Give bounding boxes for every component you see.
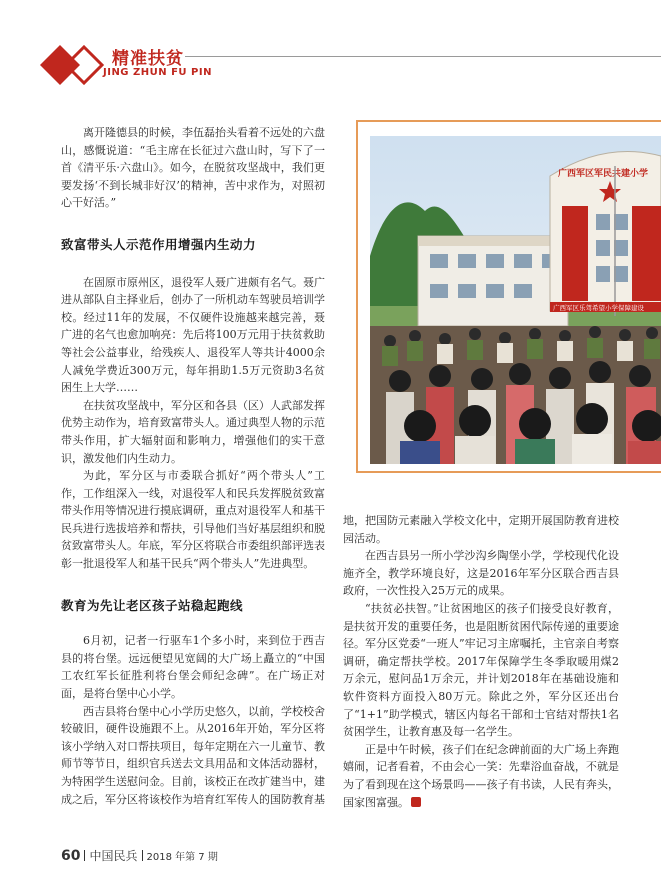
header-rule	[185, 56, 661, 57]
paragraph: “扶贫必扶智。”让贫困地区的孩子们接受良好教育，是扶贫开发的重要任务，也是阻断贫困代际传递的重要途径。军分区党委“一班人”牢记习主席嘱托，主官亲自考察调研，确定帮扶学校。2017年保障学生冬季取暖用煤2万余元，慰问品1万余元，并计划2018年在基础设施和软件资料方面投入80万元。除此之外，军分区还出台了“1+1”助学模式，辖区内每名干部和士官结对帮扶1名贫困学生，让教育惠及每一名学生。	[343, 601, 619, 739]
page-number: 60	[61, 848, 81, 864]
paragraph: 地，把国防元素融入学校文化中，定期开展国防教育进校园活动。	[343, 514, 619, 545]
end-mark-icon	[411, 797, 421, 807]
photo-frame	[356, 120, 661, 473]
paragraph: 6月初，记者一行驱车1个多小时，来到位于西吉县的将台堡。远远便望见宽阔的大广场上矗立的“中国工农红军长征胜利将台堡会师纪念碑”。在广场正对面，是将台堡中心小学。	[61, 634, 325, 701]
closing-paragraph-text: 正是中午时候，孩子们在纪念碑前面的大广场上奔跑嬉闹，记者看着，不由会心一笑：先辈浴血奋战，不就是为了看到现在这个场景吗——孩子有书读，人民有奔头，国家图富强。	[343, 742, 619, 809]
footer-divider	[84, 850, 85, 861]
page-header	[0, 0, 661, 95]
paragraph: 在固原市原州区，退役军人聂广进颇有名气。聂广进从部队自主择业后，创办了一所机动车驾驶员培训学校。经过11年的发展，不仅硬件设施越来越完善，聂广进的名气也愈加响亮：先后将100万元用于扶贫救助等社会公益事业，给残疾人、退役军人等共计4000余人减免学费近300万元，每年捐助1.5万元资助3名贫困生上大学……	[61, 275, 325, 395]
footer-divider	[142, 850, 143, 861]
paragraph: 为此，军分区与市委联合抓好“两个带头人”工作，工作组深入一线，对退役军人和民兵发挥脱贫致富带头作用等情况进行摸底调研，重点对退役军人和基干民兵进行选拔培养和帮扶，引导他们当好基层组织和脱贫致富带头人。年底，军分区将联合市委组织部评选表彰一批退役军人和基干民兵“两个带头人”先进典型。	[61, 469, 325, 571]
page-footer	[61, 847, 218, 864]
school-assembly-photo	[370, 136, 661, 464]
photo-illustration	[370, 136, 661, 464]
photo-banner-text: 广西军区军民共建小学	[558, 169, 649, 179]
magazine-name: 中国民兵	[89, 849, 138, 863]
subheading-leaders: 致富带头人示范作用增强内生动力	[61, 236, 257, 252]
diamond-logo-icon	[40, 45, 106, 85]
subheading-education: 教育为先让老区孩子站稳起跑线	[61, 597, 244, 613]
photo-sign-text: 广西军区乐驾希望小学保障建设	[553, 304, 644, 312]
left-column	[61, 124, 325, 808]
paragraph	[343, 741, 619, 811]
issue-label: 2018 年第 7 期	[146, 852, 218, 863]
paragraph: 西吉县将台堡中心小学历史悠久，以前，学校校舍较破旧，硬件设施跟不上。从2016年开始，军分区将该小学纳入对口帮扶项目，每年定期在六一儿童节、教师节等节日，组织官兵送去文具用品和文体活动器材，为特困学生送慰问金。目前，该校正在改扩建当中，建成之后，军分区将该校作为培育红军传人的国防教育基	[61, 704, 325, 806]
paragraph: 在扶贫攻坚战中，军分区和各县（区）人武部发挥优势主动作为，培育致富带头人。通过典型人物的示范带头作用，扩大辐射面和影响力，增强他们的实干意识，激发他们内生动力。	[61, 398, 325, 465]
section-pinyin: JING ZHUN FU PIN	[103, 67, 212, 78]
paragraph: 在西吉县另一所小学沙沟乡陶堡小学，学校现代化设施齐全，教学环境良好，这是2016年军分区联合西吉县政府，一次性投入25万元的成果。	[343, 549, 619, 598]
right-column	[343, 512, 619, 811]
paragraph: 离开隆德县的时候，李伍磊抬头看着不远处的六盘山，感慨说道：“毛主席在长征过六盘山时，写下了一首《清平乐·六盘山》。如今，在脱贫攻坚战中，我们更要发扬‘不到长城非好汉’的精神，苦中求作为，对照初心干好活。”	[61, 126, 325, 210]
section-title: 精准扶贫	[112, 49, 184, 69]
